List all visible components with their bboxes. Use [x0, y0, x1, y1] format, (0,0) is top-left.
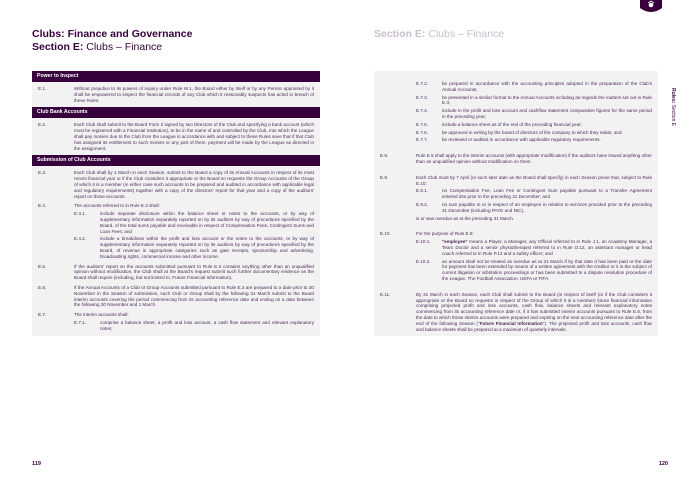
sub-rule-body: means a Player, a Manager, any Official referred to in Rule J.1, an Academy Manager, a Team Doctor and a senior physiotherapist referred to in Rule O.12, an assistant manager or head coach referred to in Rule P.13 and a safety officer; and — [442, 239, 652, 256]
rule-item — [374, 175, 658, 222]
sub-rule-number: E.10.1. — [416, 239, 431, 245]
spacer — [374, 71, 658, 75]
sub-rule-body: be prepared in accordance with the accounting principles adopted in the preparation of the Club's Annual Accounts; — [442, 81, 652, 92]
section-heading — [32, 41, 162, 53]
rule-number: E.8. — [380, 153, 389, 159]
sub-rule-number: E.7.7. — [416, 137, 429, 143]
spacer — [374, 332, 658, 336]
sub-rule-item — [416, 81, 652, 93]
rule-number: E.7. — [38, 312, 47, 318]
rule-body-text: Without prejudice to its powers of inquiry under Rule W.1, the Board either by itself or by any Person appointed by it shall be empowered to inspect the financial records of any Club which it reasonably suspects has acted in breach of these Rules. — [74, 86, 314, 103]
sub-rule-text — [442, 95, 652, 107]
rule-number: E.1. — [38, 86, 47, 91]
sub-rule-body: include in the profit and loss account and cashflow statement comparative figures for the same period in the preceding year; — [442, 108, 652, 119]
sub-rule-item — [416, 137, 652, 143]
rule-body — [416, 153, 652, 165]
rule-body-text: For the purpose of Rule E.9: — [416, 231, 474, 237]
side-tab — [670, 88, 676, 126]
rule-number: E.5. — [38, 263, 47, 269]
section-name: Clubs – Finance — [83, 41, 163, 53]
rule-item — [32, 122, 320, 151]
sub-rule-text — [442, 130, 652, 136]
sub-rule-body: an amount shall not be treated as overdue as at 31 March if by that date it has been paid or the date for payment has been extended by means of a written agreement with the creditor or it is the subject of current litigation or arbitration proceedings or has been submitted to a dispute resolution procedure of the League, The Football Association, UEFA or FIFA. — [442, 258, 652, 281]
sub-rule-number: E.7.3. — [416, 94, 429, 100]
running-header — [374, 28, 504, 40]
rule-text — [416, 231, 652, 281]
rule-number: E.9. — [380, 174, 389, 180]
sub-rule-item — [416, 95, 652, 107]
rule-body-text: If the auditors' report on the accounts submitted pursuant to Rule E.3 contains anything other than an unqualified opinion without modification, the Club shall at the Board's request submit such further documentary evidence as the Board shall require (including, but not limited to, Future Financial Information). — [74, 263, 314, 281]
rule-item — [32, 312, 320, 331]
rule-body-text: Each Club must by 7 April (or such later date as the Board shall specify) in each Season prove that, subject to Rule E.10: — [416, 174, 652, 186]
rule-body-text: If the Annual Accounts of a Club or Group Accounts submitted pursuant to Rule E.3 are prepared to a date prior to 30 November in the Season of submission, such Club or Group shall by the following 31 March submit to the Board interim accounts covering the period commencing from its accounting reference date and ending on a date between the following 30 November and 1 March. — [74, 284, 314, 308]
rule-number: E.2. — [38, 122, 47, 128]
rule-body — [74, 285, 314, 308]
rule-item — [374, 292, 658, 333]
sub-rule-body: be presented in a similar format to the Annual Accounts including as regards the matters set out in Rule E.4; — [442, 94, 652, 106]
rule-tail: is or was overdue as at the preceding 31 March. — [416, 215, 515, 221]
sub-rule-body: be approved in writing by the board of directors of the company to which they relate; and — [442, 129, 622, 135]
sub-rule-item — [416, 259, 652, 282]
sub-rule-body: comprise a balance sheet, a profit and loss account, a cash flow statement and relevant explanatory notes; — [100, 319, 314, 331]
rule-item — [32, 285, 320, 308]
rule-text — [74, 122, 314, 151]
sub-rule-body: no sum payable to or in respect of an employee in relation to services provided prior to the preceding 31 December (including PAYE and NIC), — [442, 201, 652, 213]
rule-body-text: Rule E.5 shall apply to the interim accounts (with appropriate modification) if the auditors have issued anything other than an unqualified opinion without modification on them. — [416, 153, 652, 164]
sub-rule-text — [442, 188, 652, 200]
defined-term: Future Financial Information — [479, 320, 543, 326]
sub-rule-body: include a balance sheet as of the end of the preceding financial year; — [442, 121, 582, 127]
section-label: Section E: — [32, 41, 84, 53]
side-tab-section: Section E — [670, 103, 676, 127]
rule-text — [74, 264, 314, 281]
spacer — [374, 282, 658, 288]
right-rules-panel — [374, 71, 658, 336]
rule-item — [374, 231, 658, 281]
sub-rule-item — [416, 108, 652, 120]
spacer — [374, 221, 658, 227]
rule-item — [32, 170, 320, 199]
sub-rule-item — [416, 188, 652, 200]
sub-rule-item — [74, 211, 314, 234]
sub-rule-number: E.7.2. — [416, 81, 429, 86]
section-bar-0: Power to Inspect — [32, 71, 320, 82]
sub-rule-text — [442, 202, 652, 214]
rule-number: E.10. — [380, 231, 391, 237]
sub-rule-body: no Compensation Fee, Loan Fee or Contingent Sum payable pursuant to a Transfer Agreement entered into prior to the preceding 31 December; and — [442, 188, 652, 200]
sub-rule-body: be reviewed or audited in accordance with applicable regulatory requirements. — [442, 137, 601, 143]
sub-rule-item — [74, 236, 314, 259]
rule-text — [74, 86, 314, 103]
right-page — [340, 0, 680, 483]
sub-rule-number: E.7.5. — [416, 121, 429, 127]
sub-rule-item — [416, 202, 652, 214]
rule-body-text: The interim accounts shall: — [74, 312, 129, 318]
rule-number: E.4. — [38, 203, 47, 209]
rule-body — [74, 86, 314, 103]
sub-rule-text — [100, 236, 314, 259]
rule-number: E.11. — [380, 291, 391, 297]
sub-rule-item — [416, 130, 652, 136]
sub-rule-number: E.7.4. — [416, 108, 429, 114]
sub-rule-text — [100, 320, 314, 332]
rule-body — [416, 175, 652, 187]
rule-text — [74, 285, 314, 308]
section-bar-2: Submission of Club Accounts — [32, 155, 320, 166]
rule-number: E.6. — [38, 284, 47, 290]
rule-item — [32, 86, 320, 103]
rule-body — [74, 312, 314, 318]
sub-rule-number: E.7.1. — [74, 319, 87, 325]
sub-rule-text — [442, 259, 652, 282]
side-tab-label: Rules: — [670, 88, 676, 104]
rule-text — [416, 292, 652, 333]
spacer — [374, 143, 658, 149]
sub-rule-text — [442, 122, 652, 128]
rule-body-text: The accounts referred to in Rule E.3 shall: — [74, 203, 160, 209]
rule-item — [374, 79, 658, 143]
rule-text — [74, 312, 314, 331]
sub-rule-text — [442, 239, 652, 256]
sub-rule-text — [100, 211, 314, 234]
sub-rule-number: E.4.1. — [74, 211, 87, 217]
running-header-name: Clubs – Finance — [425, 28, 505, 40]
rule-body-text: Each Club shall submit to the Board Form 2 signed by two Directors of the Club and specifying a bank account (which must be registered with a Financial Institution), to be in the name of and controlled by the Club, into which the League shall pay monies due to the Club from the League in accordance with and subject to these Rules save that if that Club has assigned its entitlement to such monies or any part of them, payment will be made by the League as directed in the assignment. — [74, 122, 314, 151]
defined-term: "employee" — [442, 239, 468, 245]
page-number-right: 120 — [658, 461, 668, 467]
premier-league-lion-icon — [640, 0, 662, 14]
rule-number: E.3. — [38, 170, 47, 176]
left-rules-panel — [32, 71, 320, 336]
rule-item — [32, 203, 320, 259]
rule-text — [416, 79, 652, 143]
rule-text — [74, 203, 314, 259]
sub-rule-item — [416, 122, 652, 128]
sub-rule-number: E.9.2. — [416, 201, 429, 207]
rule-body — [416, 231, 652, 237]
spacer — [32, 332, 320, 336]
rule-body-text: Each Club shall by 1 March in each Season, submit to the Board a copy of its Annual Accounts in respect of its most recent financial year or if the Club considers it appropriate or the Board so requests the Group Accounts of the Group of which it is a member (in either case such accounts to be prepared and audited in accordance with applicable legal and regulatory requirements) together with a copy of the directors' report for that year and a copy of the auditors' report on those accounts. — [74, 170, 314, 199]
rule-item — [32, 264, 320, 281]
sub-rule-number: E.9.1. — [416, 188, 429, 194]
rule-text — [416, 175, 652, 222]
sub-rule-text — [442, 137, 652, 143]
spacer — [374, 165, 658, 171]
rule-body — [74, 122, 314, 151]
sub-rule-number: E.7.6. — [416, 129, 429, 135]
sub-rule-body: include a breakdown within the profit and loss account or the notes to the accounts, or by way of supplementary information separately reported on by its auditors by way of procedures specified by the Board, of revenue in appropriate categories such as gate receipts, sponsorship and advertising, broadcasting rights, commercial income and other income. — [100, 236, 314, 259]
section-bar-1: Club Bank Accounts — [32, 107, 320, 118]
sub-rule-text — [442, 81, 652, 93]
rule-body — [74, 264, 314, 281]
rule-text — [74, 170, 314, 199]
sub-rule-number: E.10.2. — [416, 258, 431, 264]
document-title: Clubs: Finance and Governance — [32, 28, 193, 40]
rule-number — [380, 79, 416, 143]
running-header-label: Section E: — [374, 28, 426, 40]
page-number-left: 119 — [32, 461, 41, 467]
rule-body — [74, 203, 314, 209]
sub-rule-text — [442, 108, 652, 120]
rule-body-text: By 31 March in each Season, each Club shall submit to the Board (in respect of itself (or if the Club considers it appropriate or the Board so requests in respect of the Group of which it is a member) future financial information comprising projected profit and loss accounts, cash flow, balance sheets and relevant explanatory notes commencing from its accounting reference date or, if it has submitted interim accounts pursuant to Rule E.6, from the date to which those interim accounts were prepared and expiring on the next accounting reference date after the end of the following Season (" — [416, 291, 652, 326]
rule-item — [374, 153, 658, 165]
sub-rule-body: include separate disclosure within the balance sheet or notes to the accounts, or by way of supplementary information separately reported on by its auditors by way of procedures specified by the Board, of the total sums payable and receivable in respect of Compensation Fees, Contingent Sums and Loan Fees; and — [100, 211, 314, 234]
sub-rule-item — [416, 239, 652, 256]
rule-text — [416, 153, 652, 165]
rule-body — [416, 292, 652, 333]
rule-body — [74, 170, 314, 199]
sub-rule-item — [74, 320, 314, 332]
rule-body-text-after: "). The projected profit and loss accounts, cash flow and balance sheets shall be prepared at a maximum of quarterly intervals. — [416, 320, 652, 332]
sub-rule-number: E.4.2. — [74, 236, 87, 242]
